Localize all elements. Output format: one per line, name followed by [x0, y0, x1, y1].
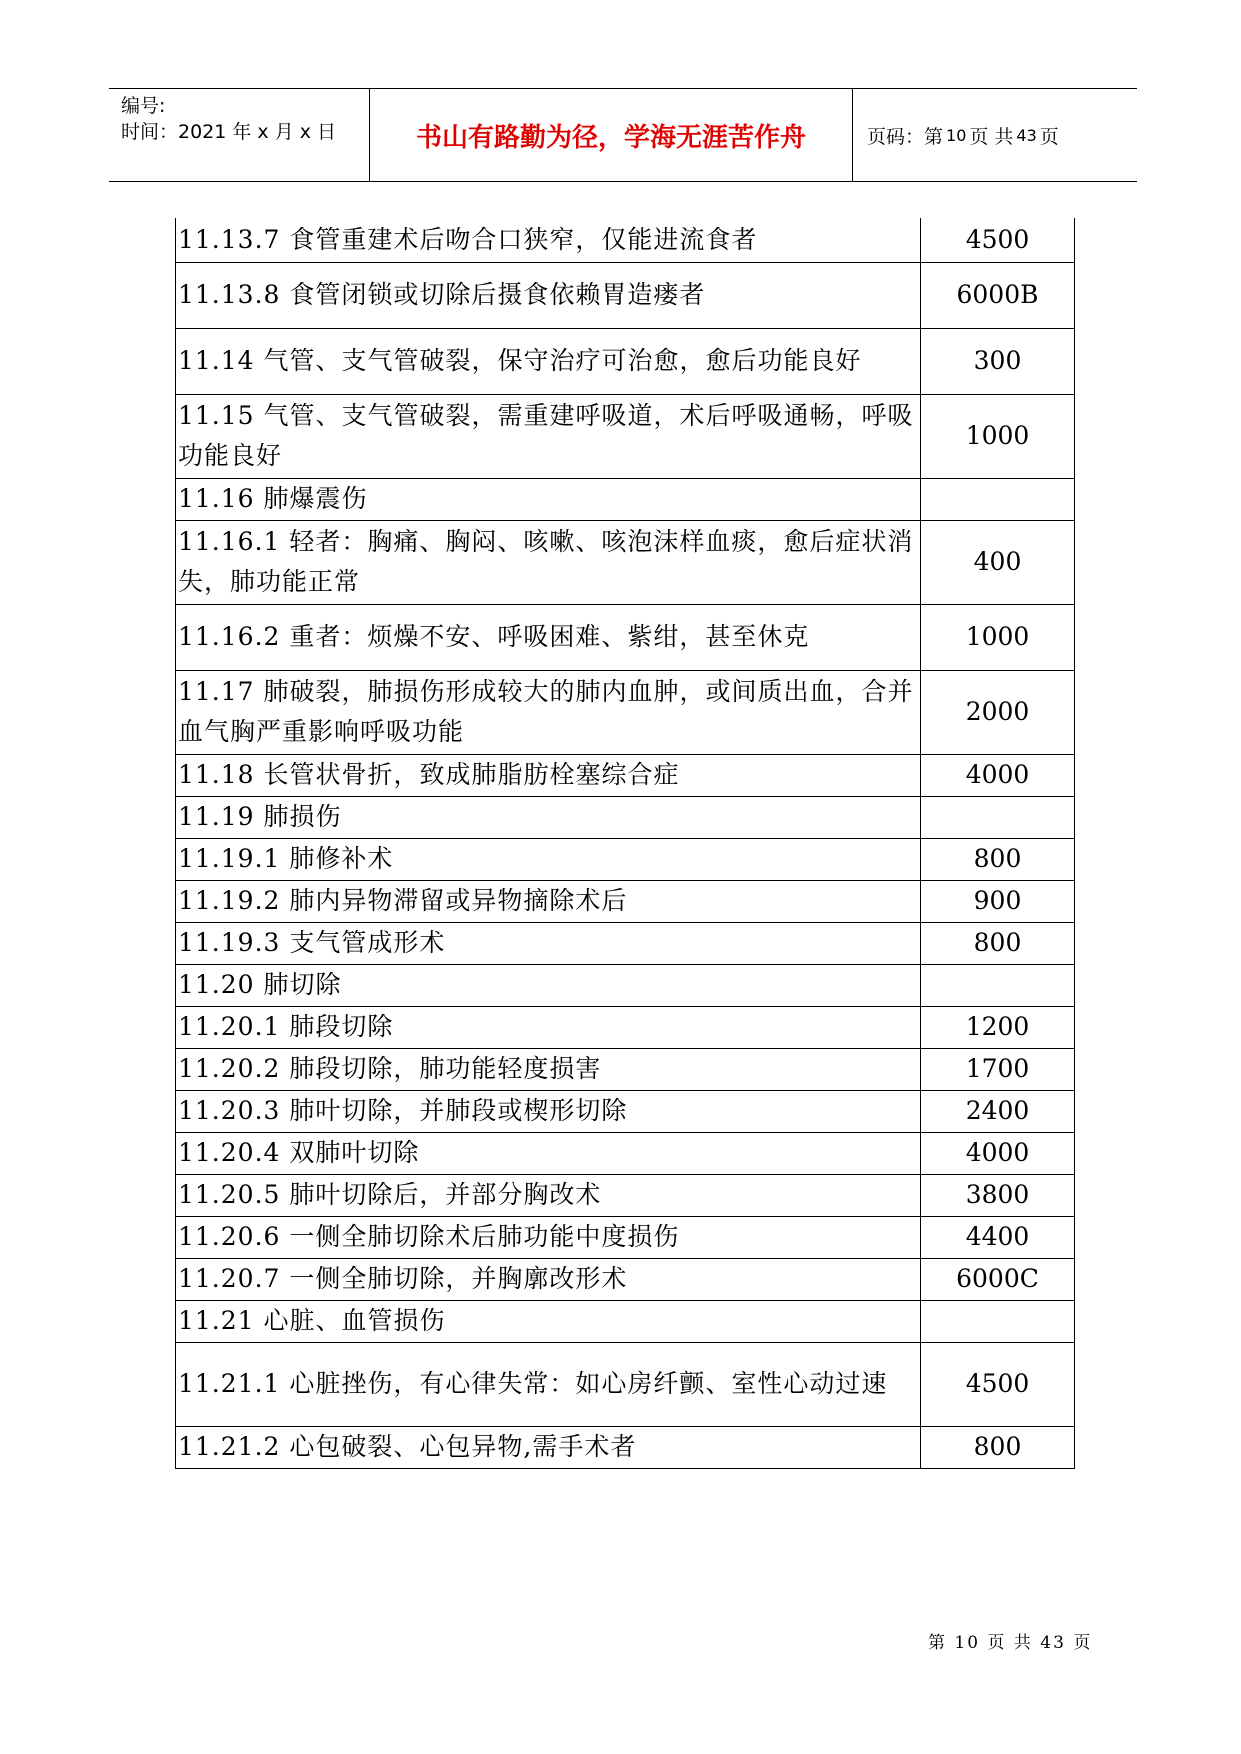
footer-page-total: 43 — [1040, 1633, 1066, 1653]
row-description: 11.21.1 心脏挫伤，有心律失常：如心房纤颤、室性心动过速 — [176, 1342, 921, 1426]
row-value: 800 — [921, 922, 1075, 964]
row-description: 11.20.7 一侧全肺切除，并胸廓改形术 — [176, 1258, 921, 1300]
table-row — [176, 262, 1075, 328]
header-meta — [109, 89, 370, 181]
row-value: 6000C — [921, 1258, 1075, 1300]
row-value: 800 — [921, 838, 1075, 880]
header-page-suffix: 页 — [1039, 125, 1059, 148]
row-value: 6000B — [921, 262, 1075, 328]
row-description: 11.20.3 肺叶切除，并肺段或楔形切除 — [176, 1090, 921, 1132]
row-value: 800 — [921, 1426, 1075, 1468]
row-value: 4500 — [921, 1342, 1075, 1426]
row-description: 11.20.2 肺段切除，肺功能轻度损害 — [176, 1048, 921, 1090]
header-page-total: 43 — [1016, 125, 1037, 145]
row-description: 11.20.6 一侧全肺切除术后肺功能中度损伤 — [176, 1216, 921, 1258]
row-value: 2400 — [921, 1090, 1075, 1132]
table-row — [176, 1216, 1075, 1258]
table-row — [176, 880, 1075, 922]
row-description: 11.20.4 双肺叶切除 — [176, 1132, 921, 1174]
row-value: 1000 — [921, 394, 1075, 478]
footer-suffix: 页 — [1073, 1633, 1093, 1653]
footer-page-current: 10 — [954, 1633, 981, 1653]
row-description: 11.13.7 食管重建术后吻合口狭窄，仅能进流食者 — [176, 218, 921, 262]
row-value: 4000 — [921, 1132, 1075, 1174]
table-row — [176, 1090, 1075, 1132]
header-page-prefix: 页码：第 — [867, 125, 944, 148]
row-value: 4400 — [921, 1216, 1075, 1258]
row-value: 3800 — [921, 1174, 1075, 1216]
row-value — [921, 1300, 1075, 1342]
row-description: 11.21 心脏、血管损伤 — [176, 1300, 921, 1342]
row-description: 11.14 气管、支气管破裂，保守治疗可治愈，愈后功能良好 — [176, 328, 921, 394]
row-value — [921, 964, 1075, 1006]
table-row — [176, 1426, 1075, 1468]
row-description: 11.13.8 食管闭锁或切除后摄食依赖胃造瘘者 — [176, 262, 921, 328]
row-value — [921, 796, 1075, 838]
table-row — [176, 218, 1075, 262]
row-description: 11.20 肺切除 — [176, 964, 921, 1006]
table-row — [176, 796, 1075, 838]
table-row — [176, 1048, 1075, 1090]
row-description: 11.20.1 肺段切除 — [176, 1006, 921, 1048]
page-header — [109, 88, 1137, 182]
table-row — [176, 1132, 1075, 1174]
row-value: 1000 — [921, 604, 1075, 670]
row-description: 11.20.5 肺叶切除后，并部分胸改术 — [176, 1174, 921, 1216]
row-description: 11.16.1 轻者：胸痛、胸闷、咳嗽、咳泡沫样血痰，愈后症状消失，肺功能正常 — [176, 520, 921, 604]
row-description: 11.18 长管状骨折，致成肺脂肪栓塞综合症 — [176, 754, 921, 796]
table-row — [176, 964, 1075, 1006]
row-description: 11.17 肺破裂，肺损伤形成较大的肺内血肿，或间质出血，合并血气胸严重影响呼吸功能 — [176, 670, 921, 754]
row-value: 1200 — [921, 1006, 1075, 1048]
table-row — [176, 1342, 1075, 1426]
row-value — [921, 478, 1075, 520]
table-row — [176, 604, 1075, 670]
header-motto: 书山有路勤为径，学海无涯苦作舟 — [370, 89, 853, 181]
row-description: 11.15 气管、支气管破裂，需重建呼吸道，术后呼吸通畅，呼吸功能良好 — [176, 394, 921, 478]
table-row — [176, 922, 1075, 964]
table-row — [176, 520, 1075, 604]
row-description: 11.19.1 肺修补术 — [176, 838, 921, 880]
table-row — [176, 670, 1075, 754]
row-description: 11.16 肺爆震伤 — [176, 478, 921, 520]
row-value: 4000 — [921, 754, 1075, 796]
row-description: 11.19.2 肺内异物滞留或异物摘除术后 — [176, 880, 921, 922]
table-row — [176, 754, 1075, 796]
footer-mid: 页 共 — [987, 1633, 1033, 1653]
time-label: 时间：2021 年 x 月 x 日 — [121, 121, 337, 143]
table-row — [176, 394, 1075, 478]
row-value: 2000 — [921, 670, 1075, 754]
table-row — [176, 838, 1075, 880]
compensation-table — [175, 218, 1070, 1469]
table-row — [176, 1300, 1075, 1342]
table-row — [176, 1258, 1075, 1300]
row-value: 900 — [921, 880, 1075, 922]
items-table — [175, 218, 1075, 1469]
row-value: 400 — [921, 520, 1075, 604]
table-row — [176, 1174, 1075, 1216]
row-description: 11.21.2 心包破裂、心包异物,需手术者 — [176, 1426, 921, 1468]
page-footer — [928, 1628, 1092, 1653]
header-page-mid: 页 共 — [969, 125, 1014, 148]
row-value: 1700 — [921, 1048, 1075, 1090]
row-description: 11.16.2 重者：烦燥不安、呼吸困难、紫绀，甚至休克 — [176, 604, 921, 670]
footer-prefix: 第 — [928, 1633, 947, 1653]
header-page-current: 10 — [946, 125, 967, 145]
table-row — [176, 328, 1075, 394]
table-row — [176, 478, 1075, 520]
serial-label: 编号: — [121, 95, 166, 117]
row-value: 300 — [921, 328, 1075, 394]
row-description: 11.19 肺损伤 — [176, 796, 921, 838]
header-page-number — [853, 89, 1137, 181]
table-row — [176, 1006, 1075, 1048]
row-value: 4500 — [921, 218, 1075, 262]
row-description: 11.19.3 支气管成形术 — [176, 922, 921, 964]
table-body — [176, 218, 1075, 1468]
